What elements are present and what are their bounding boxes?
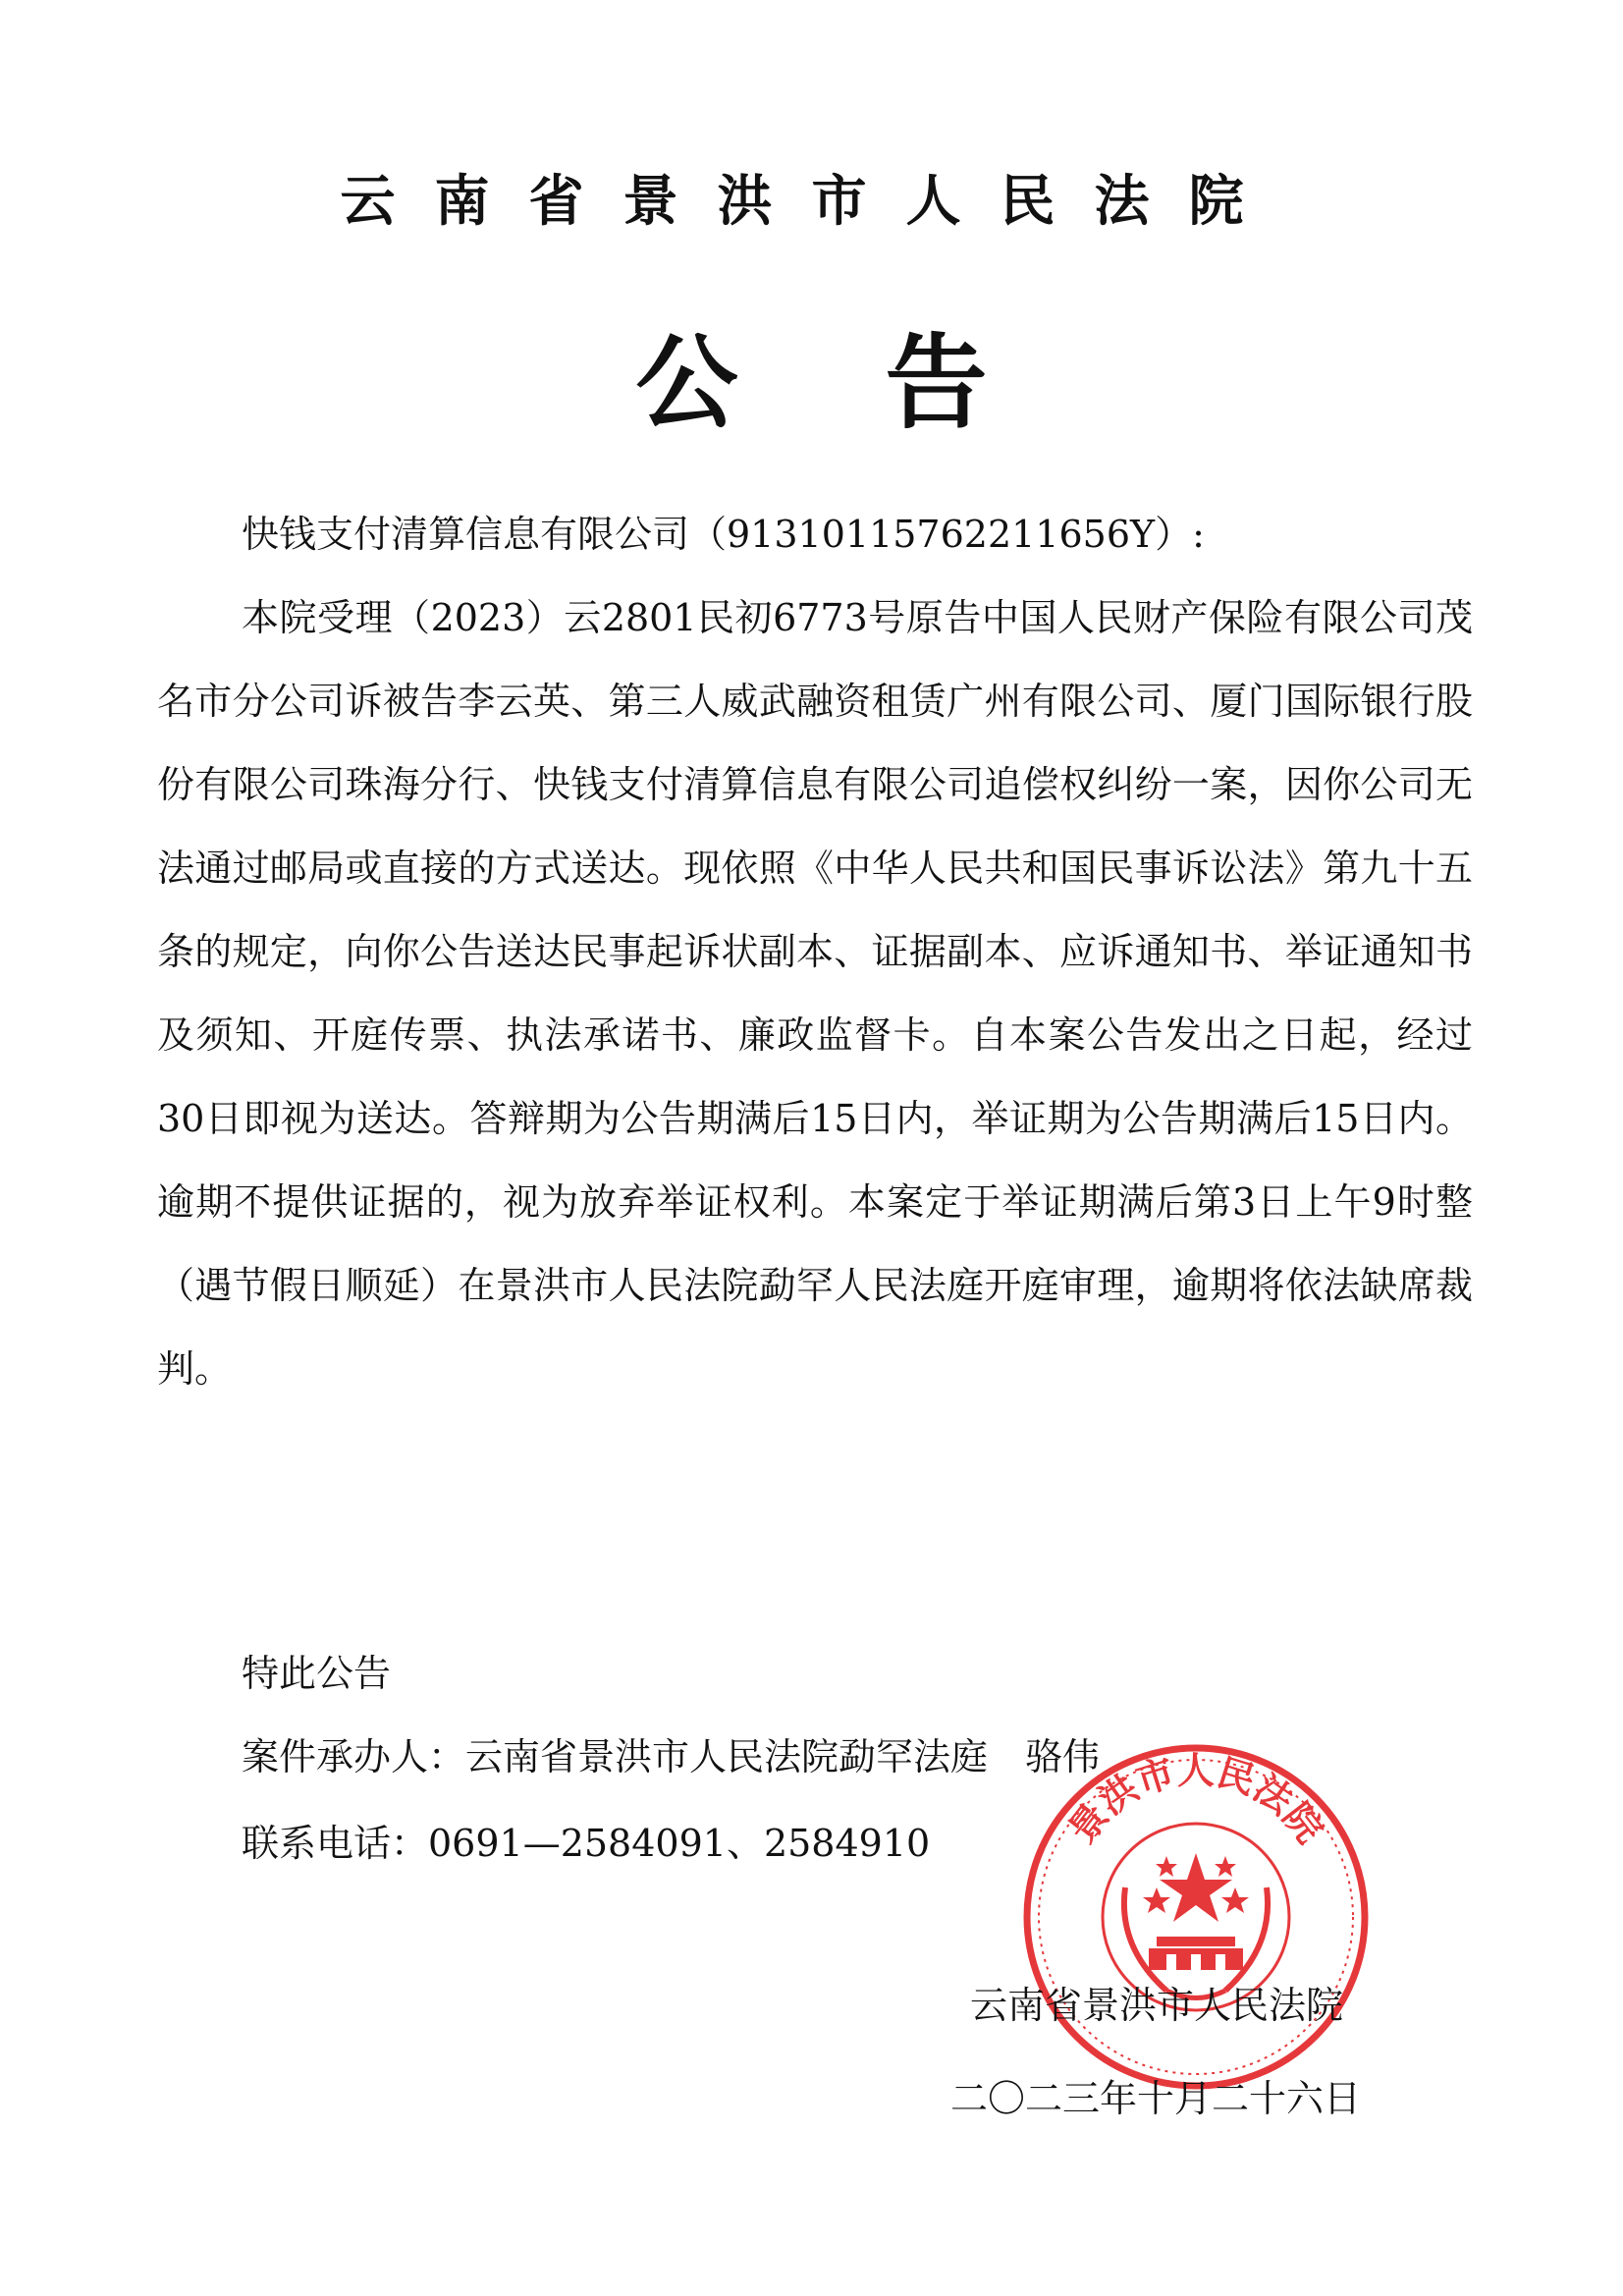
addressee: 快钱支付清算信息有限公司（91310115762211656Y）: <box>242 513 1205 556</box>
case-handler: 案件承办人：云南省景洪市人民法院勐罕法庭 骆伟 <box>242 1735 1101 1778</box>
signature-date: 二〇二三年十月二十六日 <box>950 2077 1362 2120</box>
signature-court: 云南省景洪市人民法院 <box>970 1984 1344 2027</box>
closing-notice: 特此公告 <box>242 1652 392 1695</box>
document-title-char-1: 公 <box>635 323 738 443</box>
notice-body: 本院受理（2023）云2801民初6773号原告中国人民财产保险有限公司茂名市分公司诉被告李云英、第三人威武融资租赁广州有限公司、厦门国际银行股份有限公司珠海分行、快钱支付清算信息有限公司追偿权纠纷一案，因你公司无法通过邮局或直接的方式送达。现依照《中华人民共和国民事诉讼法》第九十五条的规定，向你公告送达民事起诉状副本、证据副本、应诉通知书、举证通知书及须知、开庭传票、执法承诺书、廉政监督卡。自本案公告发出之日起，经过30日即视为送达。答辩期为公告期满后15日内，举证期为公告期满后15日内。逾期不提供证据的，视为放弃举证权利。本案定于举证期满后第3日上午9时整（遇节假日顺延）在景洪市人民法院勐罕人民法庭开庭审理，逾期将依法缺席裁判。 <box>157 596 1473 1391</box>
seal-inscription: 景洪市人民法院 <box>1058 1747 1333 1851</box>
court-title: 云南省景洪市人民法院 <box>340 170 1283 234</box>
document-title <box>0 323 1623 443</box>
court-seal-icon <box>1019 1740 1373 2094</box>
contact-phone: 联系电话：0691—2584091、2584910 <box>242 1822 931 1865</box>
svg-text:景洪市人民法院 <box>1059 1748 1332 1851</box>
document-title-char-2: 告 <box>885 323 988 443</box>
